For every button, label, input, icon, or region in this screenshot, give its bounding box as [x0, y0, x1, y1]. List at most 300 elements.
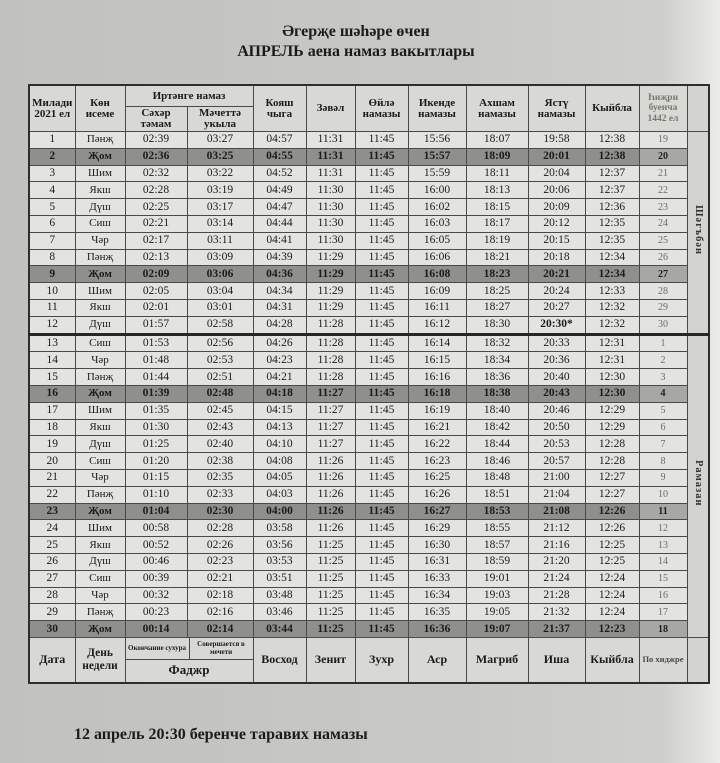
akhsham-cell: 18:48 — [466, 469, 528, 486]
date-cell: 13 — [29, 334, 75, 352]
yastu-cell: 21:28 — [528, 587, 585, 604]
qibla-cell: 12:24 — [585, 570, 639, 587]
header-ikende: Икенде намазы — [408, 85, 466, 132]
table-row — [29, 283, 709, 300]
header-akhsham: Ахшам намазы — [466, 85, 528, 132]
weekday-cell: Җом — [75, 503, 125, 520]
oyla-cell: 11:45 — [355, 352, 408, 369]
date-cell: 11 — [29, 299, 75, 316]
sahar-cell: 00:23 — [125, 604, 187, 621]
oyla-cell: 11:45 — [355, 520, 408, 537]
table-body — [29, 132, 709, 638]
date-cell: 19 — [29, 436, 75, 453]
hijri-cell: 16 — [639, 587, 687, 604]
table-header — [29, 85, 709, 132]
zawal-cell: 11:25 — [306, 587, 355, 604]
table-row — [29, 165, 709, 182]
ikende-cell: 16:34 — [408, 587, 466, 604]
ikende-cell: 16:14 — [408, 334, 466, 352]
sunrise-cell: 04:47 — [253, 199, 306, 216]
mosque-cell: 02:23 — [187, 553, 253, 570]
qibla-cell: 12:34 — [585, 249, 639, 266]
yastu-cell: 19:58 — [528, 132, 585, 149]
legend-weekday: День недели — [75, 637, 125, 683]
table-row — [29, 604, 709, 621]
akhsham-cell: 18:40 — [466, 402, 528, 419]
ikende-cell: 16:02 — [408, 199, 466, 216]
sahar-cell: 02:01 — [125, 299, 187, 316]
ikende-cell: 16:35 — [408, 604, 466, 621]
yastu-cell: 20:12 — [528, 215, 585, 232]
mosque-cell: 02:53 — [187, 352, 253, 369]
akhsham-cell: 18:07 — [466, 132, 528, 149]
table-row — [29, 182, 709, 199]
qibla-cell: 12:25 — [585, 537, 639, 554]
yastu-cell: 20:21 — [528, 266, 585, 283]
sahar-cell: 00:14 — [125, 621, 187, 638]
date-cell: 16 — [29, 385, 75, 402]
oyla-cell: 11:45 — [355, 402, 408, 419]
sunrise-cell: 03:51 — [253, 570, 306, 587]
oyla-cell: 11:45 — [355, 587, 408, 604]
akhsham-cell: 18:25 — [466, 283, 528, 300]
zawal-cell: 11:27 — [306, 385, 355, 402]
hijri-cell: 28 — [639, 283, 687, 300]
month-strip-ramadan — [687, 334, 709, 637]
legend-in-mosque: Совершается в мечети — [189, 638, 253, 659]
table-row — [29, 316, 709, 334]
yastu-cell: 20:46 — [528, 402, 585, 419]
hijri-cell: 19 — [639, 132, 687, 149]
zawal-cell: 11:28 — [306, 334, 355, 352]
sahar-cell: 01:48 — [125, 352, 187, 369]
legend-row — [29, 637, 709, 683]
akhsham-cell: 18:27 — [466, 299, 528, 316]
mosque-cell: 02:43 — [187, 419, 253, 436]
date-cell: 10 — [29, 283, 75, 300]
hijri-cell: 18 — [639, 621, 687, 638]
legend-asr: Аср — [408, 637, 466, 683]
qibla-cell: 12:32 — [585, 316, 639, 334]
table-row — [29, 621, 709, 638]
yastu-cell: 20:50 — [528, 419, 585, 436]
mosque-cell: 02:45 — [187, 402, 253, 419]
akhsham-cell: 18:09 — [466, 148, 528, 165]
akhsham-cell: 18:30 — [466, 316, 528, 334]
header-yastu: Ястү намазы — [528, 85, 585, 132]
sahar-cell: 00:58 — [125, 520, 187, 537]
hijri-cell: 7 — [639, 436, 687, 453]
sunrise-cell: 04:21 — [253, 369, 306, 386]
hijri-cell: 30 — [639, 316, 687, 334]
akhsham-cell: 18:57 — [466, 537, 528, 554]
qibla-cell: 12:36 — [585, 199, 639, 216]
legend-isha: Иша — [528, 637, 585, 683]
ikende-cell: 16:33 — [408, 570, 466, 587]
zawal-cell: 11:28 — [306, 352, 355, 369]
date-cell: 9 — [29, 266, 75, 283]
weekday-cell: Шим — [75, 283, 125, 300]
oyla-cell: 11:45 — [355, 215, 408, 232]
hijri-cell: 27 — [639, 266, 687, 283]
ikende-cell: 15:56 — [408, 132, 466, 149]
akhsham-cell: 18:23 — [466, 266, 528, 283]
oyla-cell: 11:45 — [355, 283, 408, 300]
sahar-cell: 01:39 — [125, 385, 187, 402]
oyla-cell: 11:45 — [355, 266, 408, 283]
table-row — [29, 402, 709, 419]
hijri-cell: 1 — [639, 334, 687, 352]
weekday-cell: Сиш — [75, 453, 125, 470]
hijri-cell: 20 — [639, 148, 687, 165]
sunrise-cell: 04:26 — [253, 334, 306, 352]
sunrise-cell: 04:44 — [253, 215, 306, 232]
date-cell: 18 — [29, 419, 75, 436]
sahar-cell: 01:57 — [125, 316, 187, 334]
ikende-cell: 16:05 — [408, 232, 466, 249]
zawal-cell: 11:26 — [306, 453, 355, 470]
header-oyla: Өйлә намазы — [355, 85, 408, 132]
sunrise-cell: 04:00 — [253, 503, 306, 520]
hijri-cell: 4 — [639, 385, 687, 402]
sunrise-cell: 04:41 — [253, 232, 306, 249]
header-day-name: Көн исеме — [75, 85, 125, 132]
oyla-cell: 11:45 — [355, 553, 408, 570]
legend-qibla: Кыйбла — [585, 637, 639, 683]
oyla-cell: 11:45 — [355, 385, 408, 402]
zawal-cell: 11:30 — [306, 215, 355, 232]
zawal-cell: 11:26 — [306, 503, 355, 520]
table-row — [29, 215, 709, 232]
legend-zuhr: Зухр — [355, 637, 408, 683]
yastu-cell: 20:18 — [528, 249, 585, 266]
oyla-cell: 11:45 — [355, 369, 408, 386]
qibla-cell: 12:26 — [585, 520, 639, 537]
zawal-cell: 11:30 — [306, 199, 355, 216]
qibla-cell: 12:38 — [585, 148, 639, 165]
sahar-cell: 02:09 — [125, 266, 187, 283]
sunrise-cell: 04:18 — [253, 385, 306, 402]
yastu-cell: 20:04 — [528, 165, 585, 182]
oyla-cell: 11:45 — [355, 249, 408, 266]
qibla-cell: 12:30 — [585, 385, 639, 402]
legend-maghrib: Магриб — [466, 637, 528, 683]
zawal-cell: 11:25 — [306, 537, 355, 554]
table-row — [29, 469, 709, 486]
ikende-cell: 16:29 — [408, 520, 466, 537]
weekday-cell: Якш — [75, 182, 125, 199]
mosque-cell: 02:56 — [187, 334, 253, 352]
akhsham-cell: 18:38 — [466, 385, 528, 402]
legend-fajr-cell — [125, 637, 253, 683]
akhsham-cell: 18:51 — [466, 486, 528, 503]
sunrise-cell: 03:53 — [253, 553, 306, 570]
akhsham-cell: 18:59 — [466, 553, 528, 570]
hijri-cell: 21 — [639, 165, 687, 182]
sahar-cell: 01:10 — [125, 486, 187, 503]
mosque-cell: 02:30 — [187, 503, 253, 520]
hijri-cell: 23 — [639, 199, 687, 216]
qibla-cell: 12:32 — [585, 299, 639, 316]
mosque-cell: 02:33 — [187, 486, 253, 503]
ikende-cell: 16:16 — [408, 369, 466, 386]
hijri-cell: 8 — [639, 453, 687, 470]
sahar-cell: 00:39 — [125, 570, 187, 587]
mosque-cell: 03:04 — [187, 283, 253, 300]
mosque-cell: 02:26 — [187, 537, 253, 554]
yastu-cell: 20:43 — [528, 385, 585, 402]
date-cell: 30 — [29, 621, 75, 638]
oyla-cell: 11:45 — [355, 316, 408, 334]
sahar-cell: 01:44 — [125, 369, 187, 386]
weekday-cell: Җом — [75, 621, 125, 638]
sunrise-cell: 04:05 — [253, 469, 306, 486]
zawal-cell: 11:25 — [306, 553, 355, 570]
hijri-cell: 11 — [639, 503, 687, 520]
zawal-cell: 11:26 — [306, 520, 355, 537]
weekday-cell: Шим — [75, 402, 125, 419]
qibla-cell: 12:31 — [585, 334, 639, 352]
qibla-cell: 12:29 — [585, 402, 639, 419]
header-zawal: Зәвәл — [306, 85, 355, 132]
sunrise-cell: 03:58 — [253, 520, 306, 537]
mosque-cell: 02:40 — [187, 436, 253, 453]
akhsham-cell: 18:44 — [466, 436, 528, 453]
oyla-cell: 11:45 — [355, 334, 408, 352]
weekday-cell: Чәр — [75, 587, 125, 604]
hijri-cell: 3 — [639, 369, 687, 386]
mosque-cell: 02:18 — [187, 587, 253, 604]
oyla-cell: 11:45 — [355, 604, 408, 621]
oyla-cell: 11:45 — [355, 299, 408, 316]
weekday-cell: Якш — [75, 537, 125, 554]
weekday-cell: Дүш — [75, 436, 125, 453]
qibla-cell: 12:28 — [585, 436, 639, 453]
sunrise-cell: 03:48 — [253, 587, 306, 604]
oyla-cell: 11:45 — [355, 132, 408, 149]
date-cell: 21 — [29, 469, 75, 486]
qibla-cell: 12:30 — [585, 369, 639, 386]
weekday-cell: Дүш — [75, 316, 125, 334]
ikende-cell: 16:25 — [408, 469, 466, 486]
date-cell: 20 — [29, 453, 75, 470]
ikende-cell: 16:31 — [408, 553, 466, 570]
yastu-cell: 20:01 — [528, 148, 585, 165]
date-cell: 23 — [29, 503, 75, 520]
sunrise-cell: 04:28 — [253, 316, 306, 334]
sunrise-cell: 04:03 — [253, 486, 306, 503]
ikende-cell: 16:12 — [408, 316, 466, 334]
oyla-cell: 11:45 — [355, 436, 408, 453]
sunrise-cell: 03:44 — [253, 621, 306, 638]
date-cell: 29 — [29, 604, 75, 621]
mosque-cell: 02:35 — [187, 469, 253, 486]
weekday-cell: Пәнҗ — [75, 132, 125, 149]
sahar-cell: 02:21 — [125, 215, 187, 232]
mosque-cell: 03:19 — [187, 182, 253, 199]
mosque-cell: 03:01 — [187, 299, 253, 316]
weekday-cell: Җом — [75, 385, 125, 402]
yastu-cell: 21:24 — [528, 570, 585, 587]
akhsham-cell: 18:19 — [466, 232, 528, 249]
header-miladi: Милади 2021 ел — [29, 85, 75, 132]
prayer-times-table — [28, 84, 710, 684]
sahar-cell: 01:15 — [125, 469, 187, 486]
oyla-cell: 11:45 — [355, 537, 408, 554]
zawal-cell: 11:29 — [306, 283, 355, 300]
zawal-cell: 11:25 — [306, 604, 355, 621]
weekday-cell: Шим — [75, 165, 125, 182]
weekday-cell: Пәнҗ — [75, 369, 125, 386]
sunrise-cell: 04:23 — [253, 352, 306, 369]
hijri-cell: 29 — [639, 299, 687, 316]
sahar-cell: 01:25 — [125, 436, 187, 453]
sahar-cell: 02:25 — [125, 199, 187, 216]
yastu-cell: 21:00 — [528, 469, 585, 486]
month-strip-footer — [687, 637, 709, 683]
date-cell: 5 — [29, 199, 75, 216]
ikende-cell: 16:21 — [408, 419, 466, 436]
header-morning-prayer: Иртәнге намаз — [125, 85, 253, 107]
date-cell: 2 — [29, 148, 75, 165]
weekday-cell: Якш — [75, 299, 125, 316]
date-cell: 28 — [29, 587, 75, 604]
weekday-cell: Җом — [75, 266, 125, 283]
header-hijri: Һиҗри буенча 1442 ел — [639, 85, 687, 132]
qibla-cell: 12:27 — [585, 486, 639, 503]
oyla-cell: 11:45 — [355, 182, 408, 199]
mosque-cell: 02:28 — [187, 520, 253, 537]
sahar-cell: 01:35 — [125, 402, 187, 419]
table-row — [29, 537, 709, 554]
mosque-cell: 03:27 — [187, 132, 253, 149]
akhsham-cell: 19:05 — [466, 604, 528, 621]
legend-fajr: Фаджр — [168, 662, 210, 678]
legend-by-hijra: По хиджре — [639, 637, 687, 683]
oyla-cell: 11:45 — [355, 621, 408, 638]
akhsham-cell: 18:21 — [466, 249, 528, 266]
zawal-cell: 11:26 — [306, 486, 355, 503]
mosque-cell: 03:14 — [187, 215, 253, 232]
sunrise-cell: 04:15 — [253, 402, 306, 419]
akhsham-cell: 18:15 — [466, 199, 528, 216]
mosque-cell: 02:48 — [187, 385, 253, 402]
title-month-line: АПРЕЛЬ аена намаз вакытлары — [237, 43, 475, 60]
qibla-cell: 12:29 — [585, 419, 639, 436]
hijri-cell: 14 — [639, 553, 687, 570]
ikende-cell: 16:23 — [408, 453, 466, 470]
zawal-cell: 11:29 — [306, 266, 355, 283]
yastu-cell: 21:12 — [528, 520, 585, 537]
sunrise-cell: 04:49 — [253, 182, 306, 199]
table-row — [29, 503, 709, 520]
qibla-cell: 12:35 — [585, 215, 639, 232]
date-cell: 7 — [29, 232, 75, 249]
akhsham-cell: 18:13 — [466, 182, 528, 199]
ikende-cell: 15:59 — [408, 165, 466, 182]
weekday-cell: Сиш — [75, 215, 125, 232]
zawal-cell: 11:30 — [306, 182, 355, 199]
ikende-cell: 16:18 — [408, 385, 466, 402]
oyla-cell: 11:45 — [355, 165, 408, 182]
oyla-cell: 11:45 — [355, 453, 408, 470]
mosque-cell: 02:14 — [187, 621, 253, 638]
mosque-cell: 02:38 — [187, 453, 253, 470]
yastu-cell: 20:36 — [528, 352, 585, 369]
header-sahar-end: Сәхәр тәмам — [125, 107, 187, 132]
oyla-cell: 11:45 — [355, 232, 408, 249]
table-row — [29, 553, 709, 570]
zawal-cell: 11:31 — [306, 132, 355, 149]
table-row — [29, 453, 709, 470]
yastu-cell: 20:27 — [528, 299, 585, 316]
page-title — [0, 22, 712, 62]
date-cell: 3 — [29, 165, 75, 182]
sahar-cell: 01:30 — [125, 419, 187, 436]
table-row — [29, 299, 709, 316]
qibla-cell: 12:35 — [585, 232, 639, 249]
mosque-cell: 02:51 — [187, 369, 253, 386]
ramadan-month-label: Рамазан — [692, 460, 704, 507]
hijri-cell: 25 — [639, 232, 687, 249]
akhsham-cell: 18:32 — [466, 334, 528, 352]
ikende-cell: 16:11 — [408, 299, 466, 316]
ikende-cell: 16:30 — [408, 537, 466, 554]
date-cell: 12 — [29, 316, 75, 334]
ikende-cell: 16:22 — [408, 436, 466, 453]
weekday-cell: Пәнҗ — [75, 486, 125, 503]
oyla-cell: 11:45 — [355, 419, 408, 436]
ikende-cell: 16:27 — [408, 503, 466, 520]
yastu-cell: 20:24 — [528, 283, 585, 300]
yastu-cell: 21:37 — [528, 621, 585, 638]
zawal-cell: 11:27 — [306, 436, 355, 453]
weekday-cell: Чәр — [75, 469, 125, 486]
sunrise-cell: 04:57 — [253, 132, 306, 149]
qibla-cell: 12:27 — [585, 469, 639, 486]
ikende-cell: 16:36 — [408, 621, 466, 638]
header-qibla: Кыйбла — [585, 85, 639, 132]
month-strip-header — [687, 85, 709, 132]
table-row — [29, 266, 709, 283]
yastu-cell: 21:32 — [528, 604, 585, 621]
qibla-cell: 12:24 — [585, 604, 639, 621]
yastu-cell: 20:57 — [528, 453, 585, 470]
hijri-cell: 15 — [639, 570, 687, 587]
zawal-cell: 11:26 — [306, 469, 355, 486]
hijri-cell: 12 — [639, 520, 687, 537]
yastu-cell: 21:16 — [528, 537, 585, 554]
ikende-cell: 16:15 — [408, 352, 466, 369]
date-cell: 26 — [29, 553, 75, 570]
sahar-cell: 01:20 — [125, 453, 187, 470]
weekday-cell: Пәнҗ — [75, 249, 125, 266]
zawal-cell: 11:30 — [306, 232, 355, 249]
table-row — [29, 334, 709, 352]
header-sunrise: Кояш чыга — [253, 85, 306, 132]
weekday-cell: Сиш — [75, 334, 125, 352]
yastu-cell: 20:40 — [528, 369, 585, 386]
oyla-cell: 11:45 — [355, 570, 408, 587]
zawal-cell: 11:27 — [306, 402, 355, 419]
month-strip-shaban — [687, 132, 709, 335]
date-cell: 4 — [29, 182, 75, 199]
table-row — [29, 132, 709, 149]
weekday-cell: Сиш — [75, 570, 125, 587]
zawal-cell: 11:28 — [306, 316, 355, 334]
akhsham-cell: 18:53 — [466, 503, 528, 520]
sunrise-cell: 04:36 — [253, 266, 306, 283]
